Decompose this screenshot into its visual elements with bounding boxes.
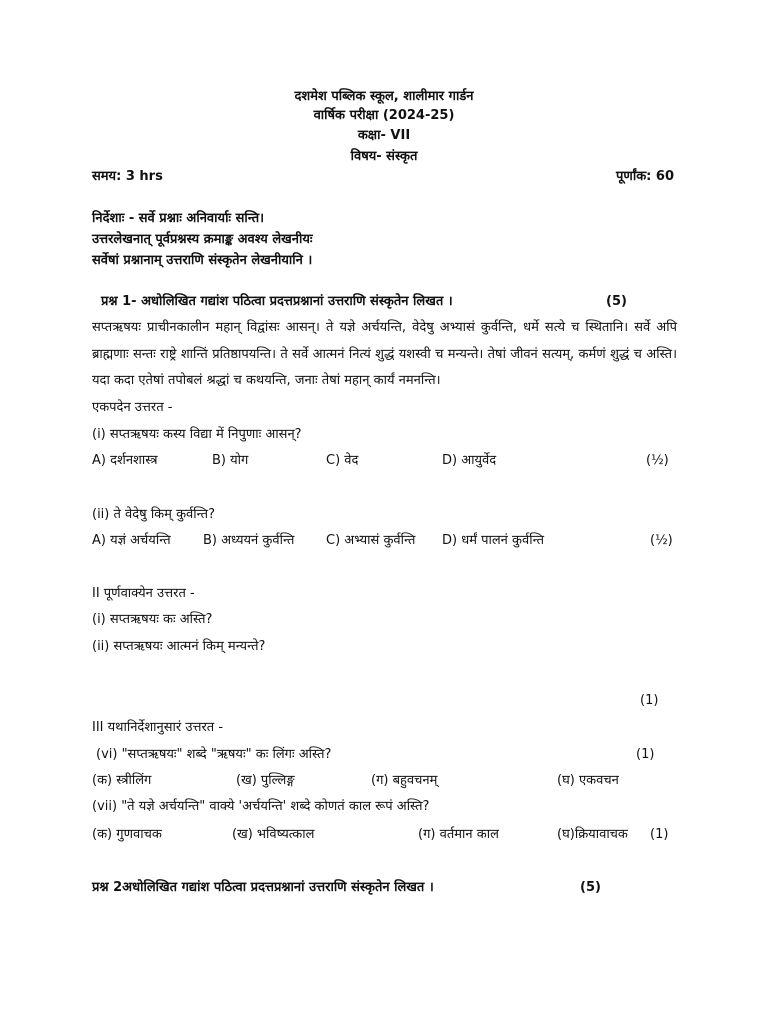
q1-s3-vi-option-c: (ग) बहुवचनम्	[371, 773, 438, 788]
q1-1-question: (i) सप्तऋषयः कस्य विद्या में निपुणाः आसन्?	[92, 427, 302, 442]
instruction-2: उत्तरलेखनात् पूर्वप्रश्नस्य क्रमाङ्क अवश्य लेखनीयः	[92, 232, 313, 247]
q1-2-option-c: C) अभ्यासं कुर्वन्ति	[326, 533, 416, 548]
q1-2-question: (ii) ते वेदेषु किम् कुर्वन्ति?	[92, 507, 215, 522]
q1-1-option-b: B) योग	[212, 453, 249, 468]
q1-2-option-a: A) यज्ञं अर्चयन्ति	[92, 533, 171, 548]
class-label: कक्षा- VII	[357, 128, 411, 143]
q2-marks: (5)	[580, 880, 601, 895]
section3-title: III यथानिर्देशानुसारं उत्तरत -	[92, 720, 224, 735]
q1-s3-vii-marks: (1)	[650, 827, 669, 842]
q1-s3-vii-option-b: (ख) भविष्यत्काल	[232, 827, 315, 842]
school-name: दशमेश पब्लिक स्कूल, शालीमार गार्डन	[294, 89, 474, 104]
q1-s3-question-vi: (vi) "सप्तऋषयः" शब्दे "ऋषयः" कः लिंगः अस्ति?	[96, 747, 332, 762]
q1-2-marks: (½)	[650, 533, 673, 548]
q1-s3-vi-marks: (1)	[636, 747, 655, 762]
q1-s2-marks: (1)	[640, 693, 659, 708]
q1-s3-vii-option-c: (ग) वर्तमान काल	[418, 827, 499, 842]
q1-1-option-c: C) वेद	[326, 453, 359, 468]
q1-s3-vii-option-a: (क) गुणवाचक	[92, 827, 162, 842]
time-label: समय: 3 hrs	[92, 169, 163, 184]
instruction-3: सर्वेषां प्रश्नानाम् उत्तराणि संस्कृतेन लेखनीयानि ।	[92, 253, 313, 268]
q1-s3-vi-option-a: (क) स्त्रीलिंग	[92, 773, 152, 788]
q1-s2-question-2: (ii) सप्तऋषयः आत्मनं किम् मन्यन्ते?	[92, 639, 266, 654]
q2-heading: प्रश्न 2अधोलिखित गद्यांश पठित्वा प्रदत्तप्रश्नानां उत्तराणि संस्कृतेन लिखत ।	[92, 880, 434, 895]
instruction-1: निर्देशाः - सर्वे प्रश्नाः अनिवार्याः सन्ति।	[92, 211, 265, 226]
q1-1-option-d: D) आयुर्वेद	[442, 453, 497, 468]
section2-title: II पूर्णवाक्येन उत्तरत -	[92, 586, 195, 601]
exam-title: वार्षिक परीक्षा (2024-25)	[313, 108, 455, 123]
q1-s3-vi-option-b: (ख) पुल्लिङ्ग	[236, 773, 295, 788]
q1-s3-vii-option-d: (घ)क्रियावाचक	[557, 827, 628, 842]
max-marks: पूर्णांक: 60	[616, 169, 674, 184]
q1-2-option-d: D) धर्मं पालनं कुर्वन्ति	[442, 533, 545, 548]
q1-2-option-b: B) अध्ययनं कुर्वन्ति	[203, 533, 295, 548]
section1-title: एकपदेन उत्तरत -	[92, 400, 173, 415]
q1-s3-vi-option-d: (घ) एकवचन	[557, 773, 619, 788]
q1-marks: (5)	[606, 294, 627, 309]
q1-passage: सप्तऋषयः प्राचीनकालीन महान् विद्वांसः आसन्। ते यज्ञे अर्चयन्ति, वेदेषु अभ्यासं कुर्वन्ति, धर्मे सत्ये च स्थितानि। सर्वे अपि ब्राह्मणाः सन्तः राष्ट्रे शान्तिं प्रतिष्ठापयन्ति। ते सर्वे आत्मनं नित्यं शुद्धं यशस्वी च मन्यन्ते। तेषां जीवनं सत्यम्, कर्मणं शुद्धं च अस्ति। यदा कदा एतेषां तपोबलं श्रद्धां च कथयन्ति, जनाः तेषां महान् कार्यं नमनन्ति।	[92, 320, 677, 388]
q1-s2-question-1: (i) सप्तऋषयः कः अस्ति?	[92, 612, 213, 627]
q1-1-marks: (½)	[646, 453, 669, 468]
subject-label: विषय- संस्कृत	[350, 149, 418, 164]
q1-1-option-a: A) दर्शनशास्त्र	[92, 453, 158, 468]
q1-heading: प्रश्न 1- अधोलिखित गद्यांश पठित्वा प्रदत्तप्रश्नानां उत्तराणि संस्कृतेन लिखत ।	[101, 294, 453, 309]
q1-s3-question-vii: (vii) "ते यज्ञे अर्चयन्ति" वाक्ये 'अर्चयन्ति' शब्दे कोणतं काल रूपं अस्ति?	[92, 799, 430, 814]
